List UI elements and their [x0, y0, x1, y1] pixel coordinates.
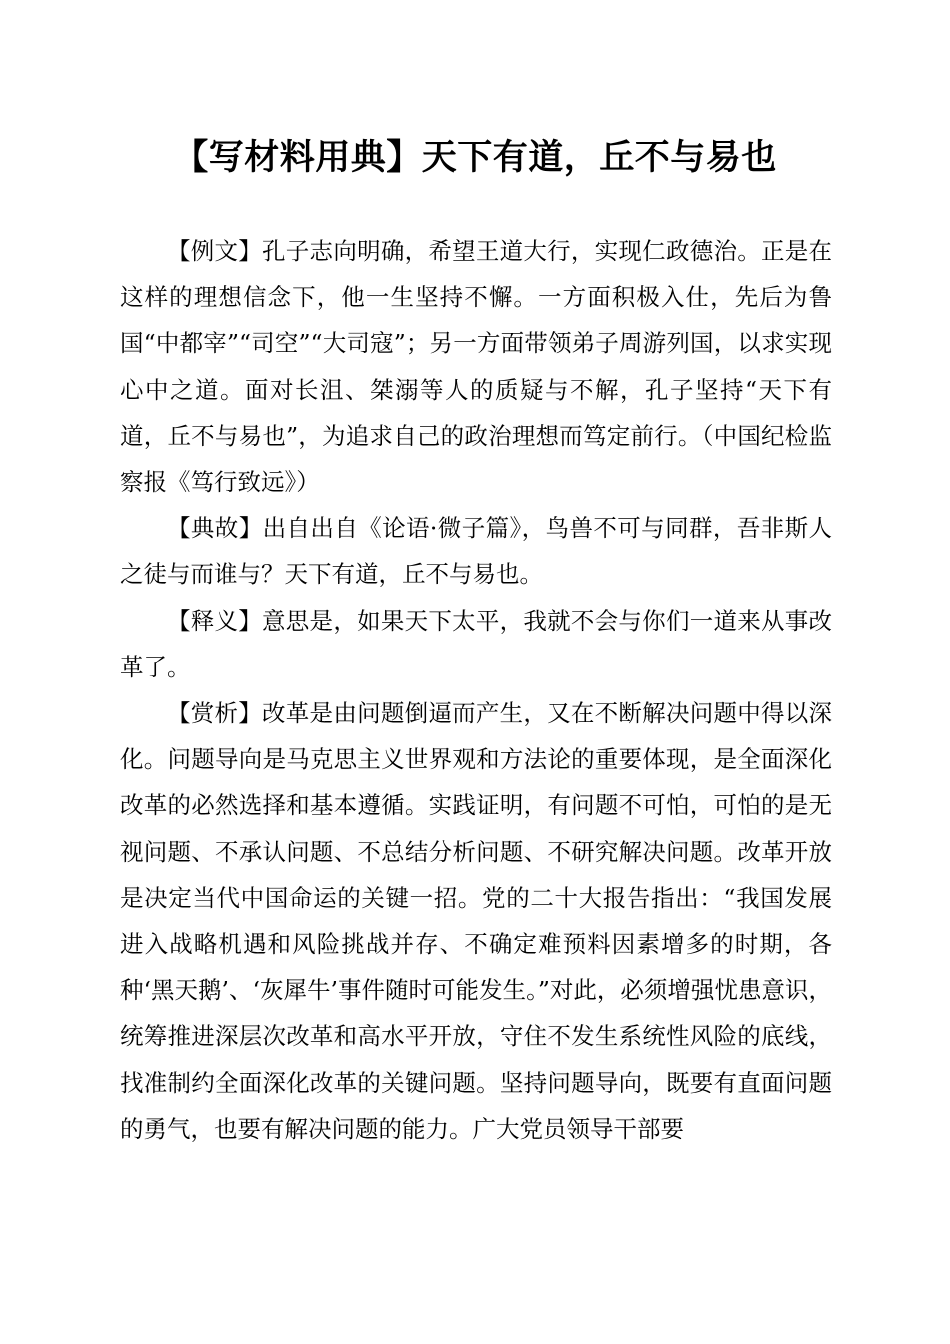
paragraph-appreciation: 【赏析】改革是由问题倒逼而产生，又在不断解决问题中得以深化。问题导向是马克思主义世界观和方法论的重要体现，是全面深化改革的必然选择和基本遵循。实践证明，有问题不可怕，可怕的是无视问题、不承认问题、不总结分析问题、不研究解决问题。改革开放是决定当代中国命运的关键一招。党的二十大报告指出：“我国发展进入战略机遇和风险挑战并存、不确定难预料因素增多的时期，各种‘黑天鹅’、‘灰犀牛’事件随时可能发生。”对此，必须增强忧患意识，统筹推进深层次改革和高水平开放，守住不发生系统性风险的底线，找准制约全面深化改革的关键问题。坚持问题导向，既要有直面问题的勇气，也要有解决问题的能力。广大党员领导干部要: [120, 699, 832, 1143]
document-title: 【写材料用典】天下有道，丘不与易也: [173, 137, 777, 178]
document-body: [120, 228, 832, 1152]
paragraph-interpretation: 【释义】意思是，如果天下太平，我就不会与你们一道来从事改革了。: [120, 606, 832, 681]
paragraph-example: 【例文】孔子志向明确，希望王道大行，实现仁政德治。正是在这样的理想信念下，他一生坚持不懈。一方面积极入仕，先后为鲁国“中都宰”“司空”“大司寇”；另一方面带领弟子周游列国，以求实现心中之道。面对长沮、桀溺等人的质疑与不解，孔子坚持“天下有道，丘不与易也”，为追求自己的政治理想而笃定前行。（中国纪检监察报《笃行致远》）: [120, 237, 832, 497]
paragraph-allusion: 【典故】出自出自《论语·微子篇》，鸟兽不可与同群，吾非斯人之徒与而谁与？天下有道，丘不与易也。: [120, 514, 832, 589]
